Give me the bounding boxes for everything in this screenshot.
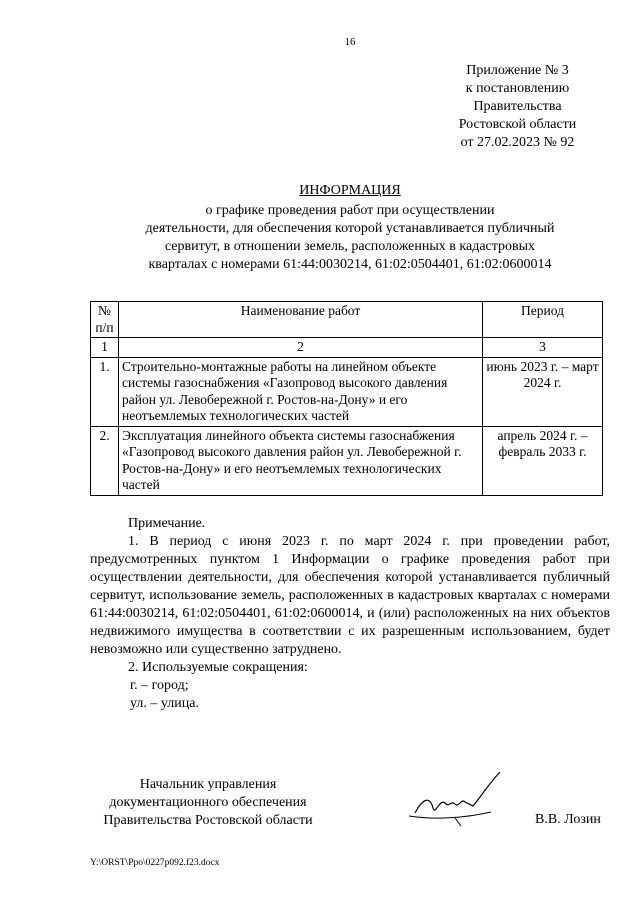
signatory-name: В.В. Лозин <box>535 812 601 827</box>
appendix-line: к постановлению <box>465 81 570 96</box>
table-cell: 3 <box>483 338 603 358</box>
title-line: кварталах с номерами 61:44:0030214, 61:02:0504401, 61:02:0600014 <box>148 257 552 272</box>
row-work: Строительно-монтажные работы на линейном объекте системы газоснабжения «Газопровод высокого давления район ул. Левобережной г. Ростов-на-Дону» и его неотъемлемых технологических частей <box>119 357 483 426</box>
appendix-line: Приложение № 3 <box>466 63 569 78</box>
file-path: Y:\ORST\Ppo\0227p092.f23.docx <box>90 858 220 868</box>
row-period: апрель 2024 г. – февраль 2033 г. <box>483 426 603 495</box>
header-number: № п/п <box>91 302 119 338</box>
table-cell: 2 <box>119 338 483 358</box>
row-number: 2. <box>91 426 119 495</box>
note-section <box>90 515 610 713</box>
row-number: 1. <box>91 357 119 426</box>
table-row <box>91 426 603 495</box>
signatory-line: документационного обеспечения <box>109 795 307 810</box>
table-index-row <box>91 338 603 358</box>
appendix-reference <box>440 62 595 152</box>
appendix-line: Ростовской области <box>458 117 577 132</box>
work-schedule-table <box>90 301 603 496</box>
abbreviation-item: г. – город; <box>130 678 189 693</box>
row-work: Эксплуатация линейного объекта системы газоснабжения «Газопровод высокого давления район ул. Левобережной г. Ростов-на-Дону» и его неотъемлемых технологических частей <box>119 426 483 495</box>
document-title <box>100 182 600 274</box>
row-period: июнь 2023 г. – март 2024 г. <box>483 357 603 426</box>
signatory-title <box>88 776 328 830</box>
note-paragraph-1: 1. В период с июня 2023 г. по март 2024 г. при проведении работ, предусмотренных пунктом 1 Информации о графике проведения работ при осуществлении деятельности, для обеспечения которой устанавливается публичный сервитут, использование земель, расположенных в кадастровых кварталах с номерами 61:44:0030214, 61:02:0504401, 61:02:0600014, и (или) расположенных на них объектов недвижимого имущества в соответствии с их разрешенным использованием, будет невозможно или существенно затруднено. <box>90 534 610 657</box>
title-line: сервитут, в отношении земель, расположенных в кадастровых <box>164 239 536 254</box>
title-heading: ИНФОРМАЦИЯ <box>299 183 401 198</box>
note-heading: Примечание. <box>128 516 206 531</box>
title-line: деятельности, для обеспечения которой устанавливается публичный <box>145 221 555 236</box>
table-row <box>91 357 603 426</box>
appendix-line: от 27.02.2023 № 92 <box>460 135 575 150</box>
signatory-line: Начальник управления <box>139 777 277 792</box>
table-cell: 1 <box>91 338 119 358</box>
title-line: о графике проведения работ при осуществлении <box>205 203 495 218</box>
appendix-line: Правительства <box>473 99 562 114</box>
note-paragraph-2: 2. Используемые сокращения: <box>128 660 308 675</box>
table-header-row <box>91 302 603 338</box>
signatory-line: Правительства Ростовской области <box>103 813 313 828</box>
page-number: 16 <box>344 36 356 48</box>
header-work-name: Наименование работ <box>119 302 483 338</box>
header-period: Период <box>483 302 603 338</box>
abbreviation-item: ул. – улица. <box>130 696 199 711</box>
handwritten-signature <box>395 768 515 828</box>
